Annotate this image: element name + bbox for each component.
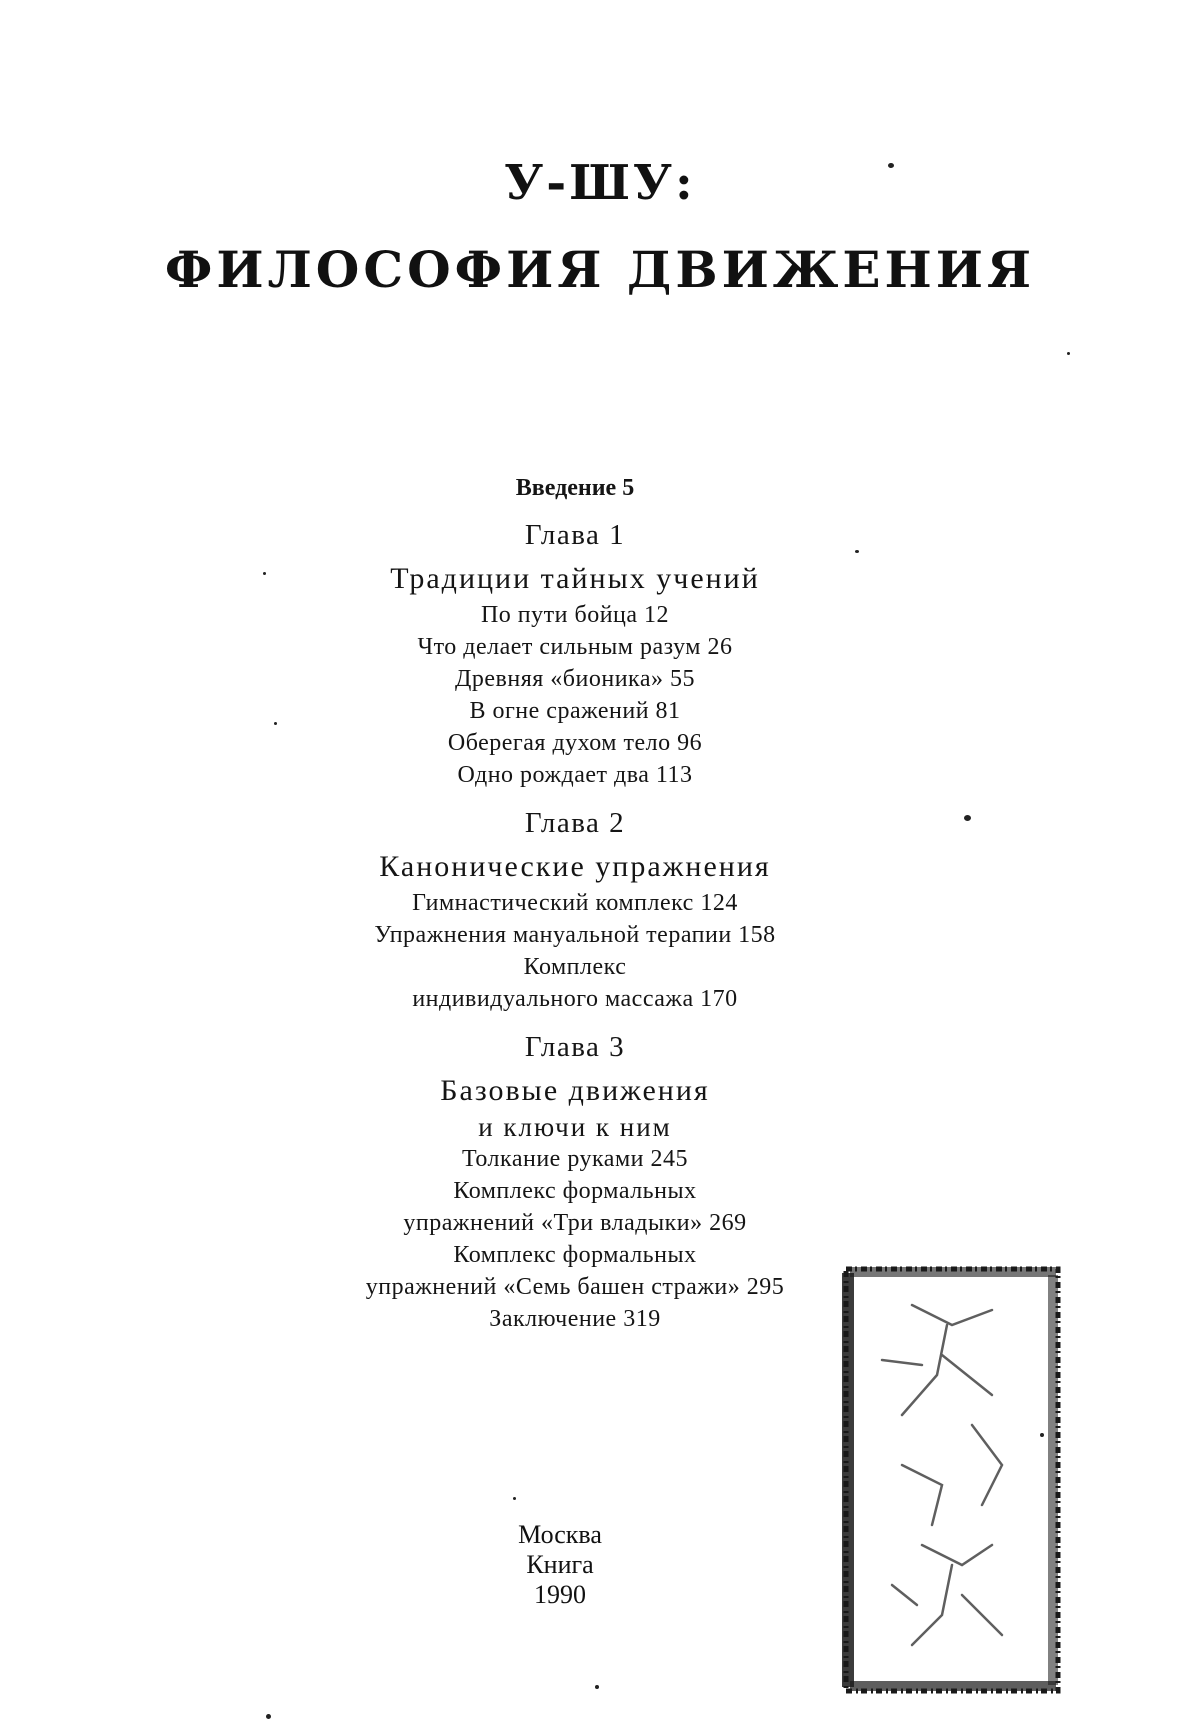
toc-entry: Что делает сильным разум 26 — [417, 634, 733, 660]
toc-intro: Введение 5 — [515, 475, 635, 501]
chapter-3-label: Глава 3 — [524, 1031, 626, 1063]
scan-speck — [266, 1714, 271, 1719]
toc-entry: В огне сражений 81 — [469, 698, 681, 724]
imprint-publisher: Книга — [526, 1550, 594, 1579]
calligraphy-seal-image — [842, 1265, 1062, 1695]
book-title-line-2: ФИЛОСОФИЯ ДВИЖЕНИЯ — [164, 240, 1036, 299]
toc-entry: Одно рождает два 113 — [457, 762, 693, 788]
chapter-2-label: Глава 2 — [524, 807, 626, 839]
scan-speck — [263, 572, 266, 575]
book-title-line-1: У-ШУ: — [504, 155, 696, 211]
chapter-3-title-line-2: и ключи к ним — [478, 1112, 672, 1142]
toc-entry: Оберегая духом тело 96 — [447, 730, 703, 756]
toc-entry: Комплекс формальных — [453, 1178, 697, 1204]
chapter-3-title: Базовые движения — [440, 1074, 710, 1107]
toc-entry: Заключение 319 — [489, 1306, 661, 1332]
scan-speck — [595, 1685, 599, 1689]
toc-entry: По пути бойца 12 — [480, 602, 670, 628]
scan-speck — [855, 550, 859, 553]
imprint-year: 1990 — [534, 1580, 586, 1609]
chapter-1-label: Глава 1 — [524, 519, 626, 551]
toc-entry: Упражнения мануальной терапии 158 — [374, 922, 776, 948]
scan-speck — [274, 722, 277, 725]
chapter-2-title: Канонические упражнения — [379, 850, 771, 883]
toc-entry: Толкание руками 245 — [462, 1146, 688, 1172]
scan-speck — [964, 815, 971, 821]
scan-speck — [1067, 352, 1070, 355]
toc-entry: индивидуального массажа 170 — [412, 986, 738, 1012]
toc-entry: упражнений «Три владыки» 269 — [403, 1210, 747, 1236]
toc-entry: упражнений «Семь башен стражи» 295 — [365, 1274, 785, 1300]
scan-speck — [513, 1497, 516, 1500]
scan-speck — [888, 163, 894, 168]
table-of-contents — [0, 465, 1150, 1335]
toc-entry: Гимнастический комплекс 124 — [412, 890, 738, 916]
toc-entry: Древняя «бионика» 55 — [455, 666, 695, 692]
toc-entry: Комплекс формальных — [453, 1242, 697, 1268]
scan-speck — [1040, 1433, 1044, 1437]
chapter-1-title: Традиции тайных учений — [390, 562, 760, 595]
imprint-city: Москва — [518, 1520, 602, 1549]
toc-entry: Комплекс — [523, 954, 627, 980]
